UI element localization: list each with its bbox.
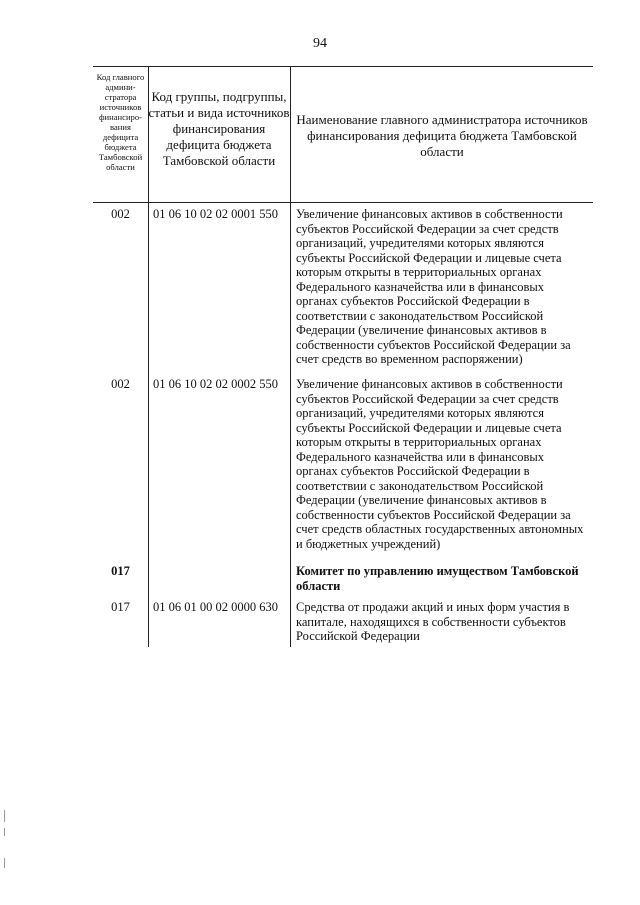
header-administrator-name: Наименование главного администратора источников финансирования дефицита бюджета Тамбовской области (296, 112, 588, 159)
scan-artifact (4, 828, 5, 836)
page-number: 94 (313, 36, 327, 51)
row-admin-code: 002 (111, 377, 130, 391)
row-admin-code: 017 (111, 600, 130, 614)
row-description: Увеличение финансовых активов в собственности субъектов Российской Федерации за счет средств организаций, учредителями которых являются субъекты Российской Федерации и лицевые счета которым открыты в территориальных органах Федерального казначейства или в финансовых органах субъектов Российской Федерации в соответствии с законодательством Российской Федерации (увеличение финансовых активов в собственности субъектов Российской Федерации за счет средств во временном распоряжении) (296, 207, 571, 366)
header-admin-code: Код главного админи-стратора источников финансиро-вания дефицита бюджета Тамбовской области (96, 72, 145, 172)
scan-artifact (4, 858, 5, 868)
sources-table (93, 66, 593, 647)
row-admin-code: 017 (111, 564, 130, 578)
row-source-code: 01 06 10 02 02 0001 550 (153, 207, 278, 221)
row-description: Увеличение финансовых активов в собственности субъектов Российской Федерации за счет средств организаций, учредителями которых являются субъекты Российской Федерации и лицевые счета которым открыты в территориальных органах Федерального казначейства или в финансовых органах субъектов Российской Федерации в соответствии с законодательством Российской Федерации (увеличение финансовых активов в собственности субъектов Российской Федерации за счет средств областных государственных автономных и бюджетных учреждений) (296, 377, 584, 551)
header-divider (93, 202, 593, 203)
row-source-code: 01 06 01 00 02 0000 630 (153, 600, 278, 614)
row-admin-code: 002 (111, 207, 130, 221)
row-source-code: 01 06 10 02 02 0002 550 (153, 377, 278, 391)
section-title: Комитет по управлению имуществом Тамбовской области (296, 564, 579, 593)
row-description: Средства от продажи акций и иных форм участия в капитале, находящихся в собственности субъектов Российской Федерации (296, 600, 570, 643)
scan-artifact (4, 810, 5, 822)
header-source-code: Код группы, подгруппы, статьи и вида источников финансирования дефицита бюджета Тамбовской области (148, 89, 290, 168)
